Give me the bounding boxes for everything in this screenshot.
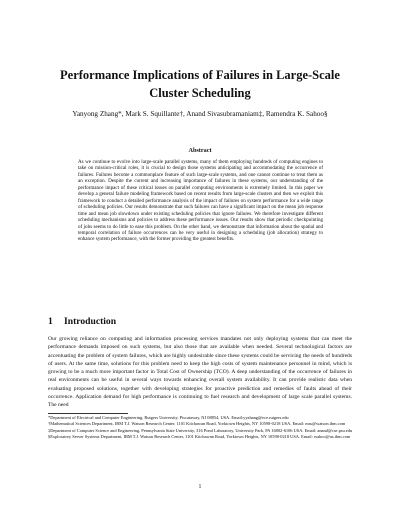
abstract-heading: Abstract	[188, 147, 212, 154]
section-title: Introduction	[64, 316, 117, 327]
footnote-divider	[48, 413, 128, 414]
introduction-paragraph: Our growing reliance on computing and information processing services mandates not only deploying systems that can meet the performance demands imposed on such systems, but also those that are available when needed. Several technological factors are accentuating the problem of system failures, which are highly undesirable since these systems could be servicing the needs of hundreds of users. At the same time, solutions for this problem need to keep the high costs of system maintenance personnel in mind, which is growing to be a much more important factor in Total Cost of Ownership (TCO). A deep understanding of the occurrence of failures in real environments can be useful in several ways towards enhancing overall system availability. It can provide realistic data when evaluating proposed solutions, together with developing strategies for proactive prediction and remedies of faults ahead of their occurrence. Application demand for high performance is continuing to fuel research and development of large scale parallel systems. The need	[48, 336, 352, 408]
page-number: 1	[198, 484, 202, 490]
footnote-ibm-servers: §Exploratory Server Systems Department, IBM T.J. Watson Research Center, 1101 Kitchawan Road, Yorktown Heights, NY 10598-0218 USA. Email: rsahoo@us.ibm.com	[48, 433, 351, 439]
footnote-psu: ‡Department of Computer Science and Engineering, Pennsylvania State University, 316 Pond Laboratory, University Park, PA 16802-6106 USA. Email: anand@cse.psu.edu	[48, 427, 353, 433]
footnotes	[48, 415, 354, 440]
paper-title: Performance Implications of Failures in Large-Scale Cluster Scheduling	[60, 68, 340, 100]
section-heading	[48, 316, 348, 327]
introduction-body	[48, 335, 352, 409]
section-number: 1	[48, 316, 53, 327]
footnote-rutgers: *Department of Electrical and Computer Engineering, Rutgers University, Piscataway, NJ 08854, USA. Email:yyzhang@ece.rutgers.edu	[48, 415, 289, 420]
abstract-text: As we continue to evolve into large-scale parallel systems, many of them employing hundreds of computing engines to take on mission-critical roles, it is crucial to design those systems anticipating and accommodating the occurrence of failures. Failures become a commonplace feature of such large-scale systems, and one cannot continue to treat them as an exception. Despite the current and increasing importance of failures in these systems, our understanding of the performance impact of these critical issues on parallel computing environments is extremely limited. In this paper we develop a general failure modeling framework based on recent results from large-scale clusters and then we exploit this framework to conduct a detailed performance analysis of the impact of failures on system performance for a wide range of scheduling policies. Our results demonstrate that such failures can have a significant impact on the mean job response time and mean job slowdown under existing scheduling policies that ignore failures. We therefore investigate different scheduling mechanisms and policies to address these performance issues. Our results show that periodic checkpointing of jobs seems to do little to ease this problem. On the other hand, we demonstrate that information about the spatial and temporal correlation of failure occurrences can be very useful in designing a scheduling (job allocation) strategy to enhance system performance, with the former providing the greatest benefits.	[78, 159, 323, 243]
footnote-ibm-math: †Mathematical Sciences Department, IBM T.J. Watson Research Center, 1101 Kitchawan Road, Yorktown Heights, NY 10598-0218 USA. Email: mss@watson.ibm.com	[48, 421, 346, 427]
author-list: Yanyong Zhang*, Mark S. Squillante†, Anand Sivasubramaniam‡, Ramendra K. Sahoo§	[72, 110, 328, 118]
